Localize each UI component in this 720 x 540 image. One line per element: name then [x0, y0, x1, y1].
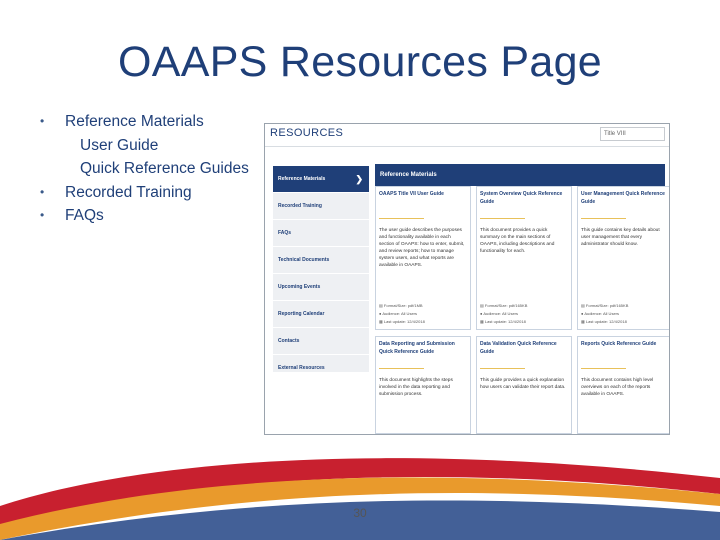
- card-title-link[interactable]: Reports Quick Reference Guide: [581, 341, 657, 347]
- nav-item-reference-materials[interactable]: [273, 166, 369, 193]
- nav-label: FAQs: [278, 230, 292, 236]
- resources-heading: RESOURCES: [270, 127, 344, 139]
- nav-label: Contacts: [278, 338, 300, 344]
- card-title-link[interactable]: User Management Quick Reference Guide: [581, 191, 665, 205]
- card-title-link[interactable]: Data Validation Quick Reference Guide: [480, 341, 557, 355]
- card-format: Format/Size: pdf/1MB: [383, 303, 423, 308]
- nav-item-faqs[interactable]: [273, 220, 369, 247]
- nav-item-upcoming-events[interactable]: [273, 274, 369, 301]
- resource-card[interactable]: [476, 336, 572, 434]
- nav-item-external-resources[interactable]: [273, 355, 369, 382]
- card-description: This guide provides a quick explanation how users can validate their report data.: [480, 378, 566, 390]
- card-description: The user guide describes the purposes and functionality available in each section of OAAPS: how to enter, submit, and review reports; how to manage system users, and what reports are available in OAAPS.: [379, 228, 465, 268]
- card-updated: Last update: 12/4/2018: [484, 319, 526, 324]
- resource-card[interactable]: [375, 186, 471, 330]
- card-format: Format/Size: pdf/165KB: [484, 303, 528, 308]
- card-title-link[interactable]: OAAPS Title VII User Guide: [379, 191, 444, 197]
- nav-item-technical-documents[interactable]: [273, 247, 369, 274]
- resources-header: [265, 124, 669, 147]
- calendar-icon: ▦: [480, 319, 484, 324]
- decorative-swoosh: [0, 436, 720, 540]
- audience-icon: ●: [581, 311, 584, 316]
- nav-label: Reporting Calendar: [278, 311, 325, 317]
- nav-label: Reference Materials: [278, 176, 326, 182]
- card-description: This document provides a quick summary on the main sections of OAAPS, including descriptions and functionality for each.: [480, 228, 555, 254]
- card-audience: Audience: All Users: [483, 311, 518, 316]
- nav-item-reporting-calendar[interactable]: [273, 301, 369, 328]
- nav-label: Upcoming Events: [278, 284, 321, 290]
- audience-icon: ●: [480, 311, 483, 316]
- slide-title: OAAPS Resources Page: [117, 38, 603, 86]
- resources-sidebar: [273, 166, 369, 372]
- card-meta: [379, 302, 467, 326]
- card-title-link[interactable]: System Overview Quick Reference Guide: [480, 191, 563, 205]
- section-header: Reference Materials: [375, 164, 665, 186]
- card-divider: [480, 368, 525, 369]
- bullet-dot-icon: •: [40, 114, 45, 128]
- page-number: 30: [353, 506, 367, 520]
- card-updated: Last update: 12/4/2018: [383, 319, 425, 324]
- nav-label: Recorded Training: [278, 203, 322, 209]
- calendar-icon: ▦: [379, 319, 383, 324]
- bullet-subtext: Quick Reference Guides: [80, 160, 249, 177]
- resource-card[interactable]: [577, 186, 670, 330]
- card-audience: Audience: All Users: [584, 311, 619, 316]
- card-audience: Audience: All Users: [382, 311, 417, 316]
- audience-icon: ●: [379, 311, 382, 316]
- bullet-dot-icon: •: [40, 184, 45, 199]
- card-title-link[interactable]: Data Reporting and Submission Quick Reference Guide: [379, 341, 455, 355]
- resource-card[interactable]: [375, 336, 471, 434]
- card-description: This document contains high level overviews on each of the reports available in OAAPS.: [581, 378, 654, 397]
- card-format: Format/Size: pdf/165KB: [585, 303, 629, 308]
- card-divider: [480, 218, 525, 219]
- card-meta: [480, 302, 568, 326]
- reference-materials-panel: [375, 164, 665, 434]
- bullet-subtext: User Guide: [80, 136, 159, 154]
- card-divider: [581, 368, 626, 369]
- document-icon: ▤: [581, 303, 585, 308]
- card-description: This guide contains key details about user management that every administrator should know.: [581, 228, 660, 247]
- nav-label: Technical Documents: [278, 257, 330, 263]
- card-divider: [581, 218, 626, 219]
- card-meta: [581, 302, 669, 326]
- title-select[interactable]: Title VIII: [600, 127, 665, 141]
- bullet-dot-icon: •: [40, 208, 45, 222]
- nav-item-recorded-training[interactable]: [273, 193, 369, 220]
- resources-screenshot: [264, 123, 670, 435]
- resource-card[interactable]: [476, 186, 572, 330]
- nav-item-contacts[interactable]: [273, 328, 369, 355]
- card-description: This document highlights the steps involved in the data reporting and submission process.: [379, 378, 453, 397]
- bullet-text: Recorded Training: [65, 183, 192, 201]
- nav-label: External Resources: [278, 365, 325, 371]
- resource-card[interactable]: [577, 336, 670, 434]
- card-divider: [379, 218, 424, 219]
- bullet-text: Reference Materials: [65, 113, 204, 130]
- bullet-text: FAQs: [65, 207, 104, 224]
- document-icon: ▤: [379, 303, 383, 308]
- chevron-right-icon: ❯: [355, 174, 363, 184]
- card-divider: [379, 368, 424, 369]
- document-icon: ▤: [480, 303, 484, 308]
- card-updated: Last update: 12/4/2018: [585, 319, 627, 324]
- calendar-icon: ▦: [581, 319, 585, 324]
